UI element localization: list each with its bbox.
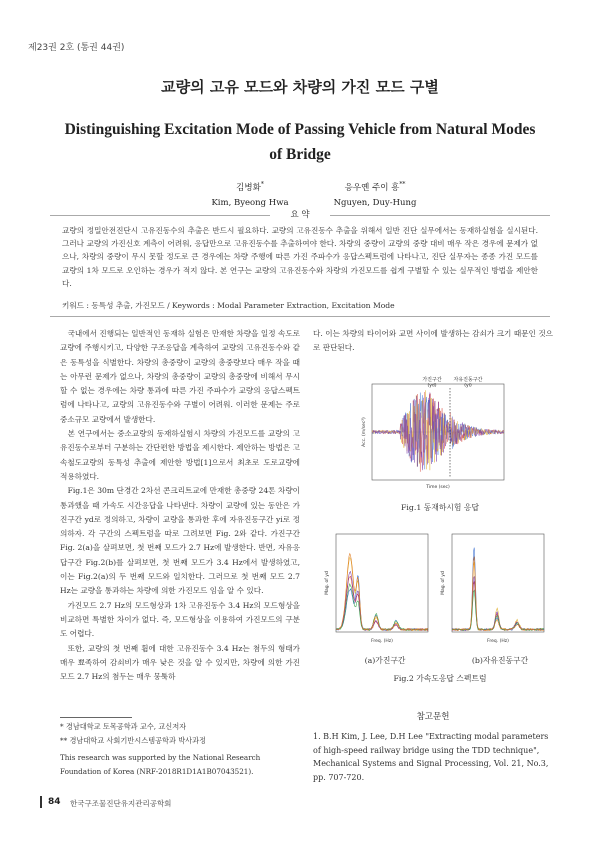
- paragraph-5: 또한, 교량의 첫 번째 휨에 대한 고유진동수 3.4 Hz는 첨두의 형태가 매우 뾰족하여 감쇠비가 매우 낮은 것을 알 수 있지만, 차량에 의한 가진모드 2.7 Hz의 첨두는 매우 뭉툭하: [60, 643, 300, 682]
- author-2-name-ko: 응우옌 주이 흥: [344, 182, 400, 193]
- paragraph-2: 본 연구에서는 중소교량의 동재하실험시 차량의 가진모드를 교량의 고유진동수로부터 구분하는 간단편한 방법을 제시한다. 제안하는 방법은 고속철도교량의 동특성 추출에 제안한 방법[1]으로서 최초로 도로교량에 적용하였다.: [60, 429, 300, 481]
- fig1-xlabel: Time (sec): [426, 485, 450, 490]
- fig1-annot-left: 가진구간: [422, 377, 442, 383]
- paragraph-3: Fig.1은 30m 단경간 2차선 콘크리트교에 만재한 총중량 24톤 차량이 통과했을 때 가속도 시간응답을 나타낸다. 차량이 교량에 있는 동안은 가진구간 yd로 정의하고, 차량이 교량을 통과한 후에 자유진동구간 yi로 정의하자. 각 구간의 스펙트럼을 따로 그려보면 Fig. 2와 같다. 가진구간 Fig. 2(a)을 살펴보면, 첫 번째 모드가 2.7 Hz에 발생한다. 반면, 자유응답구간 Fig.2(b)를 살펴보면, 첫 번째 모드가 3.4 Hz에서 발생하였고, 이는 Fig.2(a)의 두 번째 모드와 일치한다. 그러므로 첫 번째 모드 2.7 Hz는 교량을 통과하는 차량에 의한 가진모드 임을 알 수 있다.: [60, 486, 300, 596]
- footnote-1: * 경남대학교 토목공학과 교수, 교신저자: [60, 722, 187, 731]
- author-2-name-en: Nguyen, Duy-Hung: [333, 197, 417, 208]
- figure-2a-plot: [322, 528, 434, 646]
- author-1-sup: *: [260, 181, 264, 188]
- author-1-name-en: Kim, Byeong Hwa: [211, 197, 289, 208]
- issue-header: 제23권 2호 (통권 44권): [28, 43, 125, 53]
- paragraph-4: 가진모드 2.7 Hz의 모드형상과 1차 고유진동수 3.4 Hz의 모드형상을 비교하면 특별한 차이가 없다. 즉, 모드형상을 이용하여 가진모드의 구분도 어렵다.: [60, 600, 300, 639]
- fig1-ylabel: Acc. (m/sec²): [362, 417, 367, 447]
- fig2-caption: Fig.2 가속도응답 스펙트럼: [393, 674, 487, 683]
- fig2b-ylabel: Mag. of yd: [441, 571, 446, 595]
- footnote-2: ** 경남대학교 사회기반시스템공학과 박사과정: [60, 735, 206, 745]
- figure-2b-plot: [438, 528, 550, 646]
- fig2a-subcaption: (a)가진구간: [364, 656, 406, 665]
- fig1-annot-left-sub: (yd): [427, 383, 437, 389]
- journal-name: 한국구조물진단유지관리공학회: [70, 799, 172, 808]
- left-column: [60, 327, 300, 684]
- page-number: 84: [48, 797, 61, 807]
- keywords: 키워드 : 동특성 추출, 가진모드 / Keywords : Modal Parameter Extraction, Excitation Mode: [62, 301, 395, 310]
- fig2b-xlabel: Freq. (Hz): [487, 639, 509, 644]
- abstract-bottom-rule: [50, 316, 550, 317]
- fig2a-ylabel: Mag. of yd: [325, 571, 330, 595]
- footnotes: [60, 720, 300, 778]
- footer-rule: [40, 796, 42, 808]
- right-column-text: 다. 이는 차량의 타이어와 교면 사이에 발생하는 감쇠가 크기 때문인 것으로 판단된다.: [313, 329, 553, 353]
- fig1-annot-right: 자유진동구간: [453, 377, 483, 383]
- abstract-body: 교량의 정밀안전진단시 고유진동수의 추출은 반드시 필요하다. 교량의 고유진동수 추출을 위해서 일반 진단 실무에서는 동재하실험을 실시된다. 그러나 교량의 가진신호 계측이 어려워, 응답만으로 고유진동수를 추출하여야 한다. 차량의 중량이 교량의 중량 대비 매우 작은 경우에 문제가 없으나, 차량의 중량이 무시 못할 정도로 큰 경우에는 차량 주행에 따른 가진 주파수가 응답스펙트럼에 나타나고, 진단 실무자는 종종 가진 모드를 교량의 1차 모드로 오인하는 경우가 적지 않다. 본 연구는 교량의 고유진동수와 차량의 가진모드를 쉽게 구별할 수 있는 실무적인 방법을 제안한다.: [62, 226, 538, 288]
- fig2a-xlabel: Freq. (Hz): [371, 639, 393, 644]
- author-1: [190, 177, 310, 211]
- figure-1-plot: [360, 374, 510, 492]
- footnote-funding: This research was supported by the National Research Foundation of Korea (NRF-2018R1D1A1B07043521).: [60, 753, 261, 776]
- references-title: 참고문헌: [416, 712, 450, 722]
- title-korean: 교량의 고유 모드와 차량의 가진 모드 구별: [161, 78, 439, 96]
- author-1-name-ko: 김병화: [236, 182, 261, 193]
- abstract-title: 요 약: [270, 208, 330, 220]
- author-2-sup: **: [399, 181, 406, 188]
- paragraph-1: 국내에서 진행되는 일반적인 동재하 실험은 만재한 차량을 일정 속도로 교량에 주행시키고, 다양한 구조응답을 계측하여 교량의 고유진동수와 같은 동특성을 식별한다. 차량의 총중량이 교량의 총중량보다 매우 작을 때는 아무런 문제가 없으나, 차량의 총중량이 교량의 총중량에 비해서 무시할 수 없는 경우에는 차량 통과에 따른 가진 주파수가 교량의 응답스펙트럼에 나타나고, 교량의 고유진동수와 구별이 어려워. 이러한 문제는 주로 중소규모 교량에서 발생한다.: [60, 329, 300, 424]
- fig2b-subcaption: (b)자유진동구간: [471, 656, 529, 665]
- title-english: Distinguishing Excitation Mode of Passing Vehicle from Natural Modes of Bridge: [64, 121, 536, 163]
- fig2a-axes-box: [336, 534, 428, 632]
- fig1-annot-right-sub: (yi): [464, 383, 472, 389]
- reference-1: 1. B.H Kim, J. Lee, D.H Lee "Extracting modal parameters of high-speed railway bridge using the TDD technique", Mechanical Systems and Signal Processing, Vol. 21, No.3, pp. 707-720.: [313, 732, 549, 782]
- footnote-rule: [60, 717, 132, 718]
- author-2: [315, 177, 435, 211]
- fig1-caption: Fig.1 동재하시험 응답: [400, 503, 479, 512]
